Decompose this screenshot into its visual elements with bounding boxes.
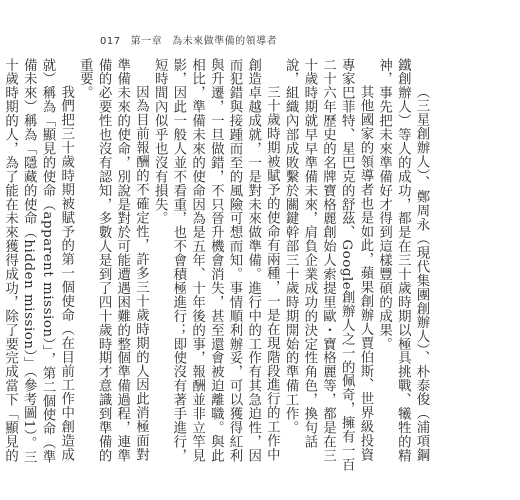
page-number: 017: [100, 36, 121, 47]
chapter-label: 第一章: [130, 36, 163, 47]
paragraph: 我們把三十歲時期被賦予的第一個使命（在目前工作中創造成就）稱為「顯見的使命（apparent mission）」，第二個使命（準備未來）稱為「隱藏的使命（hidden mission）」（參考圖1）。三十歲時期的人，為了能在未來獲得成功，除了要完成當下「顯見的: [2, 58, 74, 465]
paragraph: 其他國家的領導者也是如此，蘋果創辦人賈伯斯、世界級投資專家巴菲特、星巴克的舒茲、Google創辦人之一的佩奇，擁有一百二十六年歷史的名牌寶格麗創始人索提里歐・寶格麗等，都是在三十歲時期就早早準備未來，肩負企業成功的決定性角色，換句話說，組織內部成敗繫於關鍵幹部三十歲時期開始的準備工作。: [283, 58, 373, 472]
paragraph: 三十歲時期被賦予的使命有兩種，一是在現階段進行的工作中創造卓越成就，一是對未來做準備。進行中的工作有其急迫性，因而犯錯與接踵而至的風險可想而知。事情順利辦妥，可以獲得紅利與升遷，一旦做錯，不只晉升機會消失，甚至還會被迫離職。與此相比，準備未來的使命因為是五年、十年後的事，報酬並非立竿見影，因此一般人並不看重，也不會積極進行；即使沒有著手進行，短時間內似乎也沒有損失。: [152, 58, 280, 463]
paragraph: 因為目前報酬的不確定性，許多三十歲時期的人因此消極面對準備未來的使命，別說是對於可能遭遇困難的整個準備過程，連準備的必要性也沒有認知，多數人是到了四十歲時期才意識到準備的重要。: [77, 58, 149, 463]
body-text: [2, 58, 430, 473]
running-header: [100, 32, 277, 47]
paragraph: （三星創辦人）、鄭周永（現代集團創辦人）、朴泰俊（浦項鋼鐵創辦人）等人的成功，都是在三十歲時期以極具挑戰、犧牲的精神，事先把未來準備好才得到這樣豐碩的成果。: [376, 58, 429, 463]
chapter-title: 為未來做準備的領導者: [172, 36, 278, 47]
